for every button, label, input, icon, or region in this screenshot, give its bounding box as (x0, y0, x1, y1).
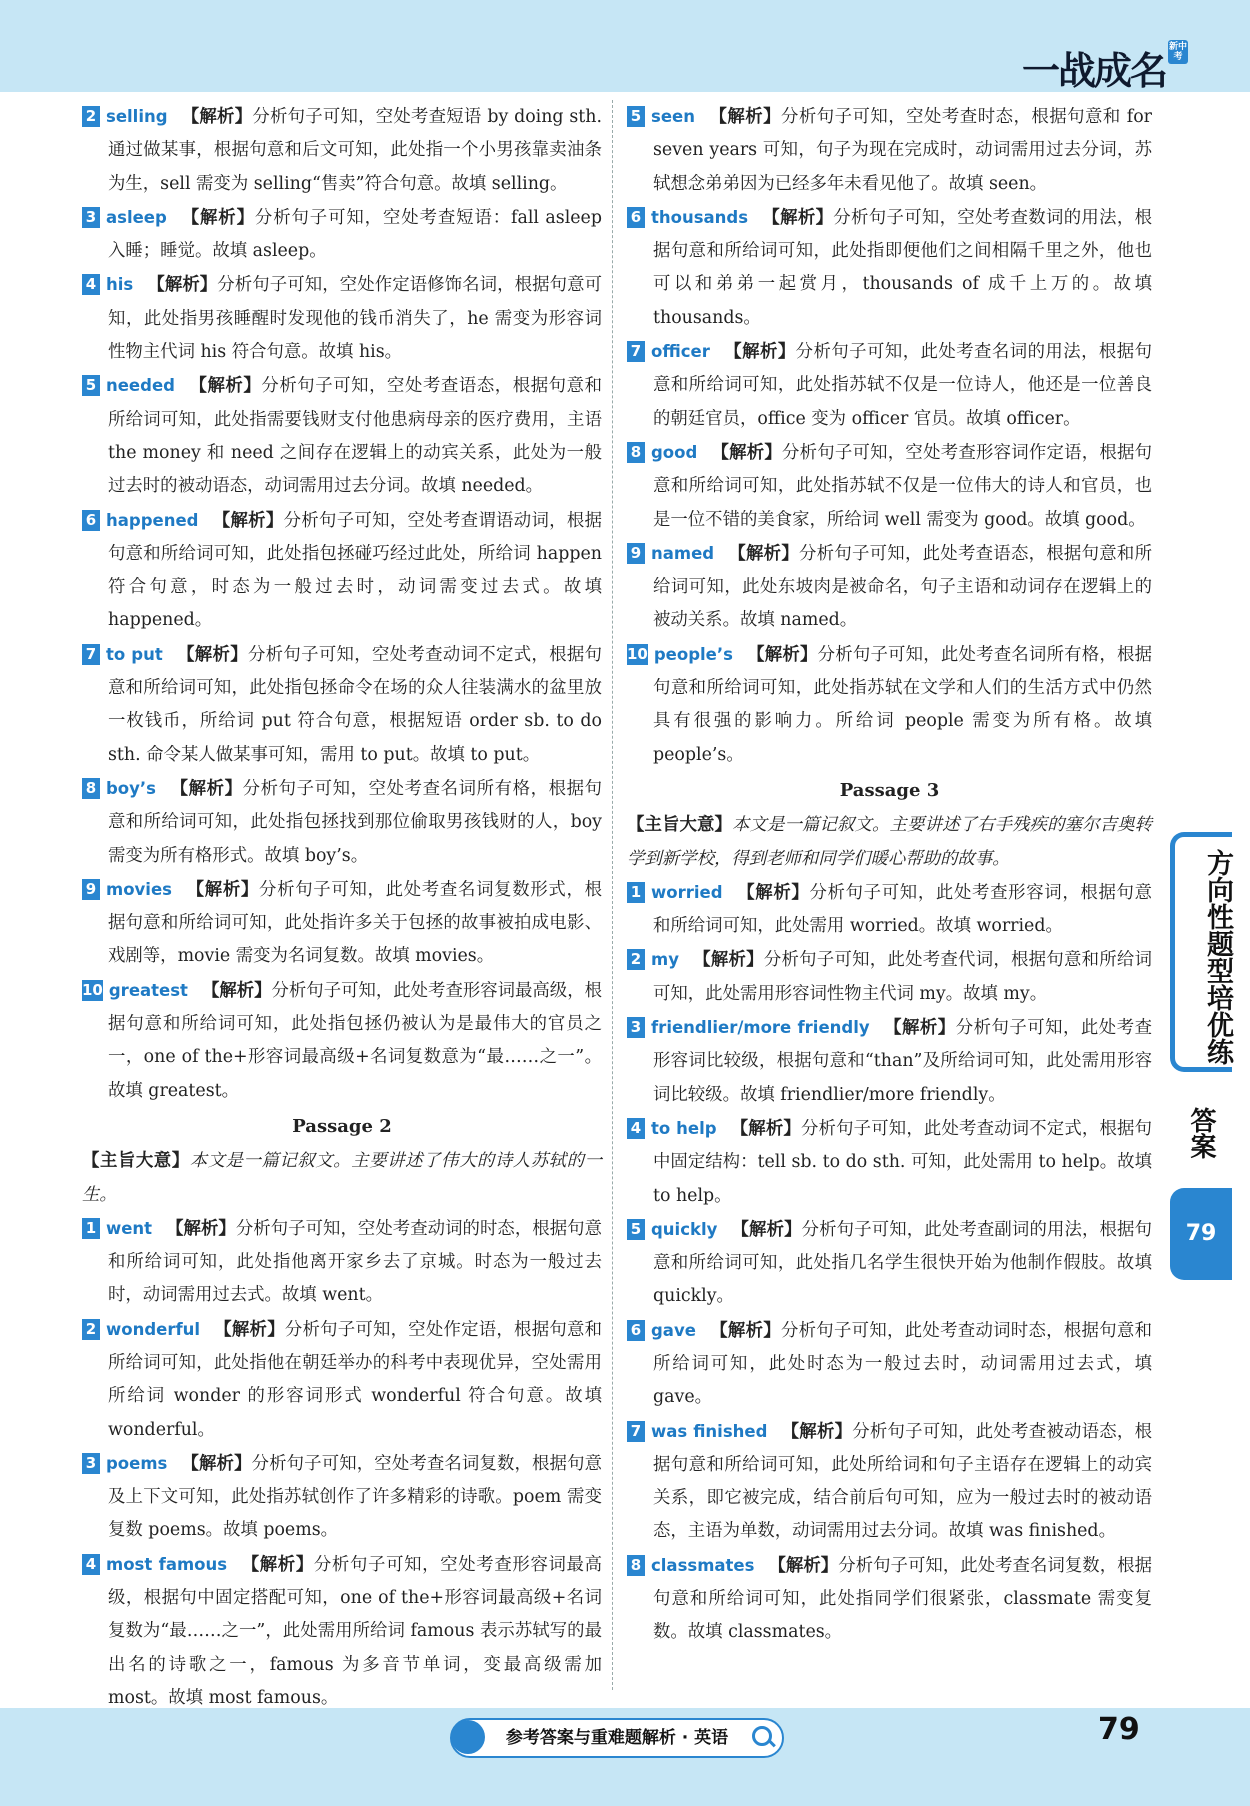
analysis-text: 分析句子可知，空处作定语，根据句意和所给词可知，此处指他在朝廷举办的科考中表现优异，空处需用所给词 wonder 的形容词形式 wonderful 符合句意。故填 wonderful。 (108, 1319, 602, 1440)
question-number: 10 (627, 644, 648, 663)
analysis-tag: 【解析】 (781, 1421, 853, 1442)
analysis-tag: 【解析】 (241, 1554, 314, 1575)
analysis-tag: 【解析】 (201, 980, 272, 1001)
analysis-text: 分析句子可知，此处考查形容词，根据句意和所给词可知，此处需用 worried。故填 worried。 (653, 882, 1152, 937)
answer-entry (627, 1314, 1152, 1415)
answer-entry (627, 201, 1152, 335)
answer-word: asleep (106, 207, 167, 227)
analysis-text: 分析句子可知，空处考查名词所有格，根据句意和所给词可知，此处指包拯找到那位偷取男孩钱财的人，boy 需变为所有格形式。故填 boy’s。 (108, 778, 602, 866)
answer-word: movies (106, 879, 172, 899)
brand-tag: 新中考 (1168, 42, 1187, 62)
page-number: 79 (1098, 1712, 1140, 1747)
analysis-text: 分析句子可知，此处考查名词复数形式，根据句意和所给词可知，此处指许多关于包拯的故事被拍成电影、戏剧等，movie 需变为名词复数。故填 movies。 (108, 879, 602, 967)
answer-word: boy’s (106, 778, 156, 798)
main-idea-tag: 【主旨大意】 (82, 1151, 190, 1172)
analysis-text: 分析句子可知，空处考查短语 by doing sth. 通过做某事，根据句意和后文可知，此处指一个小男孩靠卖油条为生，sell 需变为 selling“售卖”符合句意。故填 selling。 (108, 107, 602, 194)
answer-entry (82, 201, 602, 269)
side-page-number: 79 (1170, 1188, 1232, 1280)
passage-title: Passage 2 (292, 1115, 392, 1137)
analysis-tag: 【解析】 (166, 1218, 236, 1239)
analysis-text: 分析句子可知，此处考查副词的用法，根据句意和所给词可知，此处指几名学生很快开始为他制作假肢。故填 quickly。 (653, 1219, 1152, 1307)
answer-word: needed (106, 376, 175, 396)
passage-title: Passage 3 (839, 779, 940, 801)
analysis-text: 分析句子可知，空处考查形容词最高级，根据句中固定搭配可知，one of the+形容词最高级+名词复数为“最……之一”，此处需用所给词 famous 表示苏轼写的最出名的诗歌之一，famous 为多音节单词，变最高级需加 most。故填 most famous。 (108, 1554, 602, 1708)
question-number: 5 (627, 1219, 645, 1240)
question-number: 8 (82, 778, 100, 799)
section-side-tab: 方向性题型培优练 (1170, 832, 1232, 1072)
main-idea (627, 809, 1152, 876)
question-number: 5 (82, 375, 100, 396)
search-icon (752, 1726, 772, 1746)
answer-entry (82, 1447, 602, 1548)
answer-word: greatest (108, 980, 188, 1000)
analysis-text: 分析句子可知，此处考查名词所有格，根据句意和所给词可知，此处指苏轼在文学和人们的生活方式中仍然具有很强的影响力。所给词 people 需变为所有格。故填 people’s。 (653, 644, 1152, 765)
answer-word: to put (106, 644, 163, 664)
analysis-text: 分析句子可知，此处考查动词不定式，根据句中固定结构：tell sb. to do sth. 可知，此处需用 to help。故填 to help。 (653, 1118, 1152, 1206)
brand-logo (1022, 40, 1188, 95)
question-number: 1 (82, 1218, 100, 1239)
answer-word: good (651, 442, 698, 462)
analysis-tag: 【解析】 (185, 879, 260, 900)
question-number: 7 (627, 341, 645, 362)
analysis-tag: 【解析】 (736, 882, 810, 903)
answer-entry (627, 1112, 1152, 1213)
question-number: 10 (82, 980, 103, 999)
left-column (82, 100, 602, 1715)
answer-word: seen (651, 107, 695, 126)
analysis-text: 分析句子可知，此处考查被动语态，根据句意和所给词可知，此处所给词和句子主语存在逻辑上的动宾关系，即它被完成，结合前后句可知，应为一般过去时的被动语态，主语为单数，动词需用过去分词。故填 was finished。 (653, 1421, 1152, 1542)
analysis-tag: 【解析】 (746, 644, 818, 665)
answer-word: wonderful (106, 1319, 201, 1339)
answer-word: gave (651, 1320, 696, 1340)
analysis-text: 分析句子可知，此处考查语态，根据句意和所给词可知，此处东坡肉是被命名，句子主语和动词存在逻辑上的被动关系。故填 named。 (653, 543, 1152, 631)
analysis-tag: 【解析】 (768, 1555, 839, 1576)
answer-entry (627, 436, 1152, 537)
analysis-text: 分析句子可知，空处考查动词的时态，根据句意和所给词可知，此处指他离开家乡去了京城。时态为一般过去时，动词需用过去式。故填 went。 (108, 1218, 602, 1306)
answer-entry (82, 1212, 602, 1313)
answer-word: named (651, 543, 715, 563)
question-number: 2 (627, 949, 645, 970)
answer-entry (627, 100, 1152, 201)
question-number: 2 (82, 106, 100, 127)
analysis-tag: 【解析】 (711, 442, 783, 463)
question-number: 4 (82, 1554, 100, 1575)
answer-entry (627, 638, 1152, 772)
analysis-text: 分析句子可知，此处考查名词的用法，根据句意和所给词可知，此处指苏轼不仅是一位诗人，他还是一位善良的朝廷官员，office 变为 officer 官员。故填 officer。 (653, 342, 1152, 429)
question-number: 8 (627, 442, 645, 463)
column-divider (612, 100, 613, 1690)
answer-word: worried (651, 882, 723, 902)
question-number: 2 (82, 1319, 100, 1340)
analysis-text: 分析句子可知，空处考查谓语动词，根据句意和所给词可知，此处指包拯碰巧经过此处，所给词 happen 符合句意，时态为一般过去时，动词需变过去式。故填 happened。 (108, 510, 602, 631)
analysis-tag: 【解析】 (762, 207, 834, 228)
analysis-text: 分析句子可知，此处考查名词复数，根据句意和所给词可知，此处指同学们很紧张，classmate 需变复数。故填 classmates。 (653, 1555, 1152, 1643)
answer-entry (82, 638, 602, 772)
analysis-tag: 【解析】 (181, 107, 253, 127)
answer-entry (627, 1011, 1152, 1112)
analysis-text: 分析句子可知，此处考查动词时态，根据句意和所给词可知，此处时态为一般过去时，动词需用过去式，填 gave。 (653, 1320, 1152, 1408)
question-number: 1 (627, 882, 645, 903)
main-idea (82, 1145, 602, 1212)
question-number: 8 (627, 1555, 645, 1576)
right-column (627, 100, 1152, 1650)
question-number: 4 (82, 274, 100, 295)
answer-entry (627, 1213, 1152, 1314)
analysis-text: 分析句子可知，空处作定语修饰名词，根据句意可知，此处指男孩睡醒时发现他的钱币消失了，he 需变为形容词性物主代词 his 符合句意。故填 his。 (108, 275, 602, 363)
question-number: 7 (627, 1421, 645, 1442)
answer-word: friendlier/more friendly (651, 1018, 870, 1038)
analysis-tag: 【解析】 (214, 1319, 285, 1340)
analysis-tag: 【解析】 (212, 510, 284, 531)
answer-word: most famous (106, 1554, 228, 1574)
question-number: 5 (627, 106, 645, 127)
answer-word: my (651, 950, 679, 970)
answer-entry (627, 943, 1152, 1011)
analysis-tag: 【解析】 (181, 1453, 252, 1474)
analysis-tag: 【解析】 (188, 376, 262, 397)
analysis-text: 分析句子可知，空处考查语态，根据句意和所给词可知，此处指需要钱财支付他患病母亲的医疗费用，主语 the money 和 need 之间存在逻辑上的动宾关系，此处为一般过去时的被动语态，动词需用过去分词。故填 needed。 (108, 376, 602, 497)
answer-entry (82, 1313, 602, 1447)
answer-entry (82, 268, 602, 369)
answer-entry (627, 876, 1152, 944)
answer-entry (82, 369, 602, 503)
answer-entry (82, 974, 602, 1108)
analysis-tag: 【解析】 (728, 543, 799, 564)
answer-entry (627, 335, 1152, 436)
analysis-text: 分析句子可知，此处考查形容词比较级，根据句意和“than”及所给词可知，此处需用形容词比较级。故填 friendlier/more friendly。 (653, 1018, 1152, 1105)
analysis-text: 分析句子可知，空处考查数词的用法，根据句意和所给词可知，此处指即便他们之间相隔千里之外，他也可以和弟弟一起赏月，thousands of 成千上万的。故填 thousands。 (653, 207, 1152, 328)
answer-word: happened (106, 510, 199, 530)
question-number: 6 (82, 510, 100, 531)
analysis-tag: 【解析】 (147, 275, 218, 296)
question-number: 3 (627, 1017, 645, 1038)
answer-word: to help (651, 1118, 717, 1138)
answer-entry (82, 772, 602, 873)
answer-side-label: 答案 (1186, 1107, 1216, 1159)
answer-word: poems (106, 1453, 168, 1473)
analysis-tag: 【解析】 (692, 950, 764, 971)
footer-title: 参考答案与重难题解析 · 英语 (450, 1718, 784, 1758)
question-number: 6 (627, 1320, 645, 1341)
answer-word: classmates (651, 1555, 755, 1575)
analysis-tag: 【解析】 (723, 342, 796, 363)
answer-word: was finished (651, 1421, 768, 1441)
question-number: 3 (82, 1453, 100, 1474)
analysis-tag: 【解析】 (709, 1320, 781, 1341)
analysis-text: 分析句子可知，空处考查时态，根据句意和 for seven years 可知，句子为现在完成时，动词需用过去分词，苏轼想念弟弟因为已经多年未看见他了。故填 seen。 (653, 107, 1152, 194)
analysis-text: 分析句子可知，此处考查形容词最高级，根据句意和所给词可知，此处指包拯仍被认为是最伟大的官员之一，one of the+形容词最高级+名词复数意为“最……之一”。故填 greatest。 (108, 980, 602, 1101)
answer-entry (82, 873, 602, 974)
answer-word: went (106, 1218, 153, 1238)
analysis-text: 分析句子可知，空处考查形容词作定语，根据句意和所给词可知，此处指苏轼不仅是一位伟大的诗人和官员，也是一位不错的美食家，所给词 well 需变为 good。故填 good。 (653, 442, 1152, 530)
question-number: 6 (627, 207, 645, 228)
main-idea-text: 本文是一篇记叙文。主要讲述了伟大的诗人苏轼的一生。 (82, 1151, 602, 1205)
answer-word: selling (106, 107, 168, 126)
question-number: 9 (82, 879, 100, 900)
question-number: 4 (627, 1118, 645, 1139)
analysis-tag: 【解析】 (708, 107, 781, 127)
brand-name: 一战成名 (1021, 49, 1166, 93)
question-number: 9 (627, 543, 645, 564)
analysis-tag: 【解析】 (731, 1219, 802, 1240)
main-idea-tag: 【主旨大意】 (627, 815, 733, 836)
question-number: 7 (82, 644, 100, 665)
analysis-tag: 【解析】 (176, 644, 248, 665)
answer-word: thousands (651, 207, 749, 227)
answer-entry (627, 537, 1152, 638)
answer-entry (627, 1415, 1152, 1549)
analysis-text: 分析句子可知，空处考查名词复数，根据句意及上下文可知，此处指苏轼创作了许多精彩的诗歌。poem 需变复数 poems。故填 poems。 (108, 1453, 602, 1541)
analysis-text: 分析句子可知，空处考查短语：fall asleep 入睡；睡觉。故填 asleep。 (108, 207, 602, 262)
answer-entry (82, 100, 602, 201)
answer-word: quickly (651, 1219, 718, 1239)
answer-entry (82, 504, 602, 638)
answer-entry (82, 1548, 602, 1715)
analysis-tag: 【解析】 (180, 207, 255, 228)
analysis-tag: 【解析】 (883, 1018, 956, 1039)
analysis-tag: 【解析】 (170, 778, 243, 799)
answer-word: people’s (653, 644, 733, 664)
main-idea-text: 本文是一篇记叙文。主要讲述了右手残疾的塞尔吉奥转学到新学校，得到老师和同学们暖心帮助的故事。 (627, 815, 1152, 869)
footer-logo-icon (451, 1720, 485, 1754)
answer-word: officer (651, 342, 710, 362)
answer-entry (627, 1549, 1152, 1650)
analysis-text: 分析句子可知，空处考查动词不定式，根据句意和所给词可知，此处指包拯命令在场的众人往装满水的盆里放一枚钱币，所给词 put 符合句意，根据短语 order sb. to do sth. 命令某人做某事可知，需用 to put。故填 to put。 (108, 644, 602, 765)
analysis-tag: 【解析】 (730, 1118, 801, 1139)
answer-word: his (106, 275, 134, 295)
question-number: 3 (82, 207, 100, 228)
analysis-text: 分析句子可知，此处考查代词，根据句意和所给词可知，此处需用形容词性物主代词 my。故填 my。 (653, 950, 1152, 1004)
